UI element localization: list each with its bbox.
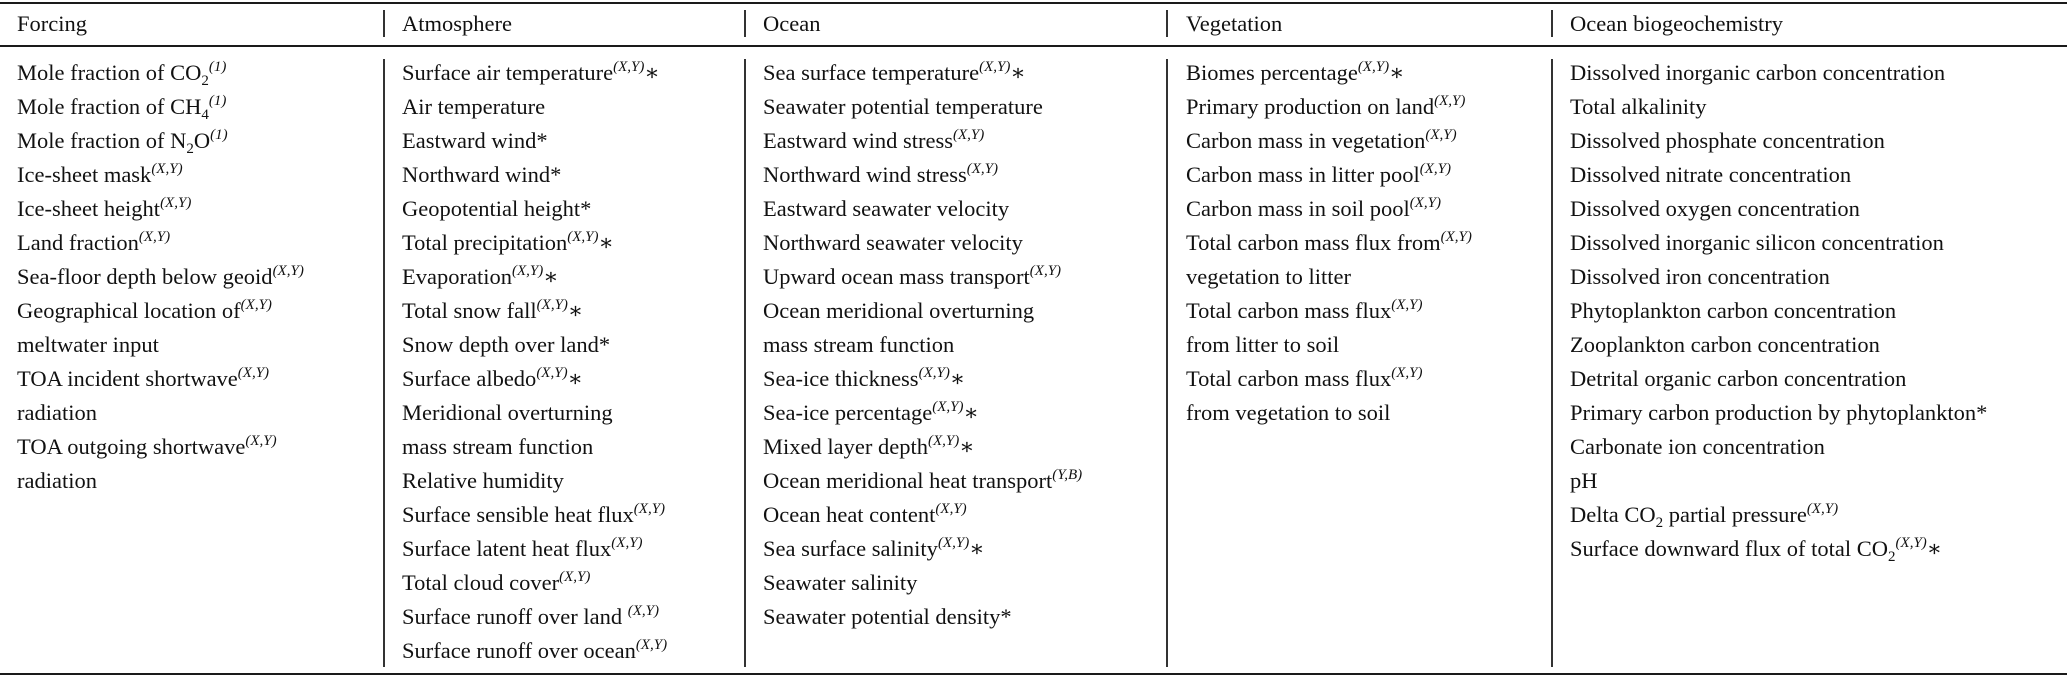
variable-item [1570,464,1987,498]
variable-item [402,260,667,294]
item-text: Carbon mass in soil pool [1186,196,1410,221]
item-text: Upward ocean mass transport [763,264,1030,289]
item-text: Zooplankton carbon concentration [1570,332,1880,357]
variable-item [402,600,667,634]
variable-item [1186,226,1472,260]
variable-item [763,260,1082,294]
superscript-marker: (X,Y) [918,365,950,381]
superscript-marker: (X,Y) [627,603,659,619]
item-text: Sea-ice thickness [763,366,919,391]
superscript-marker: (X,Y) [952,127,985,143]
item-text: Seawater potential density* [763,604,1012,629]
item-text: Delta CO [1570,502,1656,527]
column-divider [744,59,746,667]
subscript-digit: 4 [201,107,209,123]
item-text: ∗ [1926,536,1943,561]
variable-item [763,566,1082,600]
item-text: Total alkalinity [1570,94,1707,119]
variable-item [402,226,667,260]
item-text: from vegetation to soil [1186,400,1391,425]
column-header-forcing: Forcing [17,11,87,36]
variable-item [763,600,1082,634]
variable-item [1570,260,1987,294]
variable-item [402,566,667,600]
item-text: Carbonate ion concentration [1570,434,1825,459]
item-text: Surface air temperature [402,60,614,85]
column-body-atmosphere [402,56,667,668]
item-text: Northward wind* [402,162,562,187]
variable-item [1570,362,1987,396]
variable-item [763,56,1082,90]
variable-item [1186,56,1472,90]
item-text: Dissolved nitrate concentration [1570,162,1852,187]
item-text: ∗ [598,230,614,255]
item-text: Eastward wind* [402,128,548,153]
variable-item [17,158,304,192]
superscript-marker: (X,Y) [1425,127,1457,143]
variable-item [402,294,667,328]
item-text: Evaporation [402,264,512,289]
item-text: Primary production on land [1186,94,1435,119]
column-divider [1166,59,1168,667]
item-text: Total cloud cover [402,570,560,595]
column-body-forcing [17,56,304,498]
variable-item [17,294,304,328]
variable-item [1186,124,1472,158]
item-text: Dissolved oxygen concentration [1570,196,1860,221]
variable-item [17,56,304,90]
superscript-marker: (X,Y) [1419,161,1451,177]
variable-item [763,362,1082,396]
variable-item [1186,362,1472,396]
variable-item [763,192,1082,226]
variable-item [763,328,1082,362]
variable-item [17,362,304,396]
item-text: ∗ [543,264,559,289]
superscript-marker: (X,Y) [935,501,967,517]
superscript-marker: (X,Y) [536,365,568,381]
item-text: Geographical location of [17,298,241,323]
item-text: Surface latent heat flux [402,536,612,561]
item-text: ∗ [567,366,583,391]
item-text: TOA outgoing shortwave [17,434,246,459]
item-text: Surface runoff over land [402,604,628,629]
variable-item [1570,328,1987,362]
variable-item [1186,396,1472,430]
subscript-digit: 2 [1655,515,1664,531]
variable-item [1186,90,1472,124]
superscript-marker: (X,Y) [1391,365,1423,381]
column-divider [1551,59,1553,667]
item-text: Dissolved iron concentration [1570,264,1830,289]
item-text: meltwater input [17,332,159,357]
item-text: Dissolved inorganic silicon concentration [1570,230,1944,255]
variable-item [1570,498,1987,532]
superscript-marker: (X,Y) [1434,93,1466,109]
item-text: Sea surface temperature [763,60,980,85]
variable-item [1570,396,1987,430]
variable-item [1186,294,1472,328]
column-body-vegetation [1186,56,1472,430]
superscript-marker: (X,Y) [240,297,272,313]
variable-item [402,396,667,430]
variable-item [17,192,304,226]
item-text: Sea-floor depth below geoid [17,264,273,289]
subscript-digit: 2 [1888,549,1896,565]
column-header-atmosphere: Atmosphere [402,11,512,36]
variable-item [402,362,667,396]
table-bottom-rule [0,673,2067,675]
item-text: ∗ [949,366,966,391]
variable-item [17,430,304,464]
superscript-marker: (X,Y) [1357,59,1390,75]
table-top-rule [0,2,2067,4]
superscript-marker: (X,Y) [237,365,270,381]
superscript-marker: (X,Y) [272,263,304,279]
variable-item [17,90,304,124]
item-text: ∗ [1010,60,1026,85]
superscript-marker: (X,Y) [245,433,277,449]
item-text: Ocean heat content [763,502,936,527]
subscript-digit: 2 [186,141,194,157]
superscript-marker: (X,Y) [511,263,544,279]
variable-item [17,328,304,362]
item-text: Carbon mass in vegetation [1186,128,1426,153]
item-text: Biomes percentage [1186,60,1358,85]
item-text: Mixed layer depth [763,434,928,459]
superscript-marker: (X,Y) [536,297,568,313]
item-text: mass stream function [763,332,955,357]
variable-item [763,90,1082,124]
variable-item [402,328,667,362]
superscript-marker: (X,Y) [979,59,1011,75]
item-text: Ice-sheet height [17,196,161,221]
item-text: Phytoplankton carbon concentration [1570,298,1897,323]
superscript-marker: (1) [208,93,227,109]
item-text: Eastward seawater velocity [763,196,1010,221]
item-text: Seawater potential temperature [763,94,1043,119]
item-text: pH [1570,468,1598,493]
item-text: Ocean meridional heat transport [763,468,1053,493]
column-divider [1166,10,1168,37]
superscript-marker: (X,Y) [966,161,998,177]
variable-item [17,464,304,498]
item-text: Air temperature [402,94,546,119]
item-text: Primary carbon production by phytoplankton* [1570,400,1988,425]
column-divider [383,10,385,37]
item-text: Geopotential height* [402,196,592,221]
variable-item [17,226,304,260]
item-text: Mole fraction of CO [17,60,202,85]
variable-item [402,532,667,566]
superscript-marker: (X,Y) [635,637,668,653]
variable-item [402,634,667,668]
item-text: radiation [17,400,97,425]
item-text: Total precipitation [402,230,568,255]
superscript-marker: (Y,B) [1052,467,1083,483]
item-text: Surface downward flux of total CO [1570,536,1889,561]
item-text: mass stream function [402,434,594,459]
variable-item [763,430,1082,464]
variable-item [402,430,667,464]
item-text: TOA incident shortwave [17,366,238,391]
variable-item [1186,328,1472,362]
item-text: Northward wind stress [763,162,967,187]
superscript-marker: (X,Y) [611,535,643,551]
item-text: Mole fraction of CH [17,94,202,119]
table-header-rule [0,45,2067,47]
item-text: Eastward wind stress [763,128,953,153]
item-text: vegetation to litter [1186,264,1351,289]
column-header-ocean-biogeochemistry: Ocean biogeochemistry [1570,11,1784,36]
item-text: Surface runoff over ocean [402,638,636,663]
item-text: Surface sensible heat flux [402,502,634,527]
item-text: Snow depth over land* [402,332,611,357]
column-divider [744,10,746,37]
variable-item [1570,430,1987,464]
variable-item [763,464,1082,498]
superscript-marker: (X,Y) [1895,535,1927,551]
item-text: Total snow fall [402,298,537,323]
superscript-marker: (X,Y) [1806,501,1839,517]
variable-item [763,158,1082,192]
item-text: ∗ [1389,60,1405,85]
superscript-marker: (1) [208,59,227,75]
variable-item [763,532,1082,566]
item-text: Meridional overturning [402,400,613,425]
superscript-marker: (X,Y) [932,399,964,415]
variable-item [1570,294,1987,328]
column-divider [1551,10,1553,37]
variable-item [763,294,1082,328]
item-text: Ocean meridional overturning [763,298,1035,323]
item-text: Relative humidity [402,468,564,493]
item-text: Total carbon mass flux from [1186,230,1441,255]
item-text: Northward seawater velocity [763,230,1023,255]
variable-item [1570,90,1987,124]
variable-item [763,124,1082,158]
superscript-marker: (X,Y) [1029,263,1062,279]
item-text: Sea surface salinity [763,536,938,561]
variable-item [1186,192,1472,226]
superscript-marker: (X,Y) [1391,297,1423,313]
item-text: partial pressure [1663,502,1807,527]
item-text: Dissolved inorganic carbon concentration [1570,60,1946,85]
variable-item [17,396,304,430]
column-body-ocean-biogeochemistry [1570,56,1987,566]
item-text: Total carbon mass flux [1186,366,1392,391]
superscript-marker: (1) [210,127,228,143]
superscript-marker: (X,Y) [633,501,666,517]
variable-item [402,192,667,226]
item-text: ∗ [644,60,660,85]
item-text: ∗ [969,536,985,561]
item-text: from litter to soil [1186,332,1340,357]
variable-item [1186,158,1472,192]
variable-item [1570,124,1987,158]
variable-item [402,56,667,90]
item-text: Surface albedo [402,366,537,391]
variable-item [763,396,1082,430]
column-header-vegetation: Vegetation [1186,11,1283,36]
item-text: Dissolved phosphate concentration [1570,128,1885,153]
superscript-marker: (X,Y) [160,195,192,211]
variable-item [1570,56,1987,90]
item-text: Total carbon mass flux [1186,298,1392,323]
item-text: ∗ [963,400,979,425]
item-text: Seawater salinity [763,570,918,595]
superscript-marker: (X,Y) [1440,229,1472,245]
variable-item [17,260,304,294]
item-text: Land fraction [17,230,139,255]
variable-item [763,226,1082,260]
variable-item [402,464,667,498]
item-text: Sea-ice percentage [763,400,933,425]
item-text: Carbon mass in litter pool [1186,162,1420,187]
variable-item [402,124,667,158]
column-header-ocean: Ocean [763,11,821,36]
item-text: Ice-sheet mask [17,162,152,187]
superscript-marker: (X,Y) [1409,195,1441,211]
variable-item [763,498,1082,532]
variable-item [17,124,304,158]
item-text: ∗ [567,298,584,323]
variable-item [1570,226,1987,260]
column-divider [383,59,385,667]
superscript-marker: (X,Y) [927,433,960,449]
variable-item [402,90,667,124]
item-text: O [193,128,211,153]
item-text: radiation [17,468,97,493]
item-text: ∗ [959,434,975,459]
variable-item [1570,192,1987,226]
superscript-marker: (X,Y) [613,59,645,75]
superscript-marker: (X,Y) [138,229,171,245]
variable-item [1186,260,1472,294]
variable-item [1570,158,1987,192]
item-text: Mole fraction of N [17,128,187,153]
superscript-marker: (X,Y) [559,569,591,585]
variable-item [402,158,667,192]
item-text: Detrital organic carbon concentration [1570,366,1907,391]
superscript-marker: (X,Y) [567,229,599,245]
subscript-digit: 2 [201,73,209,89]
variable-item [1570,532,1987,566]
superscript-marker: (X,Y) [937,535,970,551]
column-body-ocean [763,56,1082,634]
variable-item [402,498,667,532]
superscript-marker: (X,Y) [151,161,183,177]
